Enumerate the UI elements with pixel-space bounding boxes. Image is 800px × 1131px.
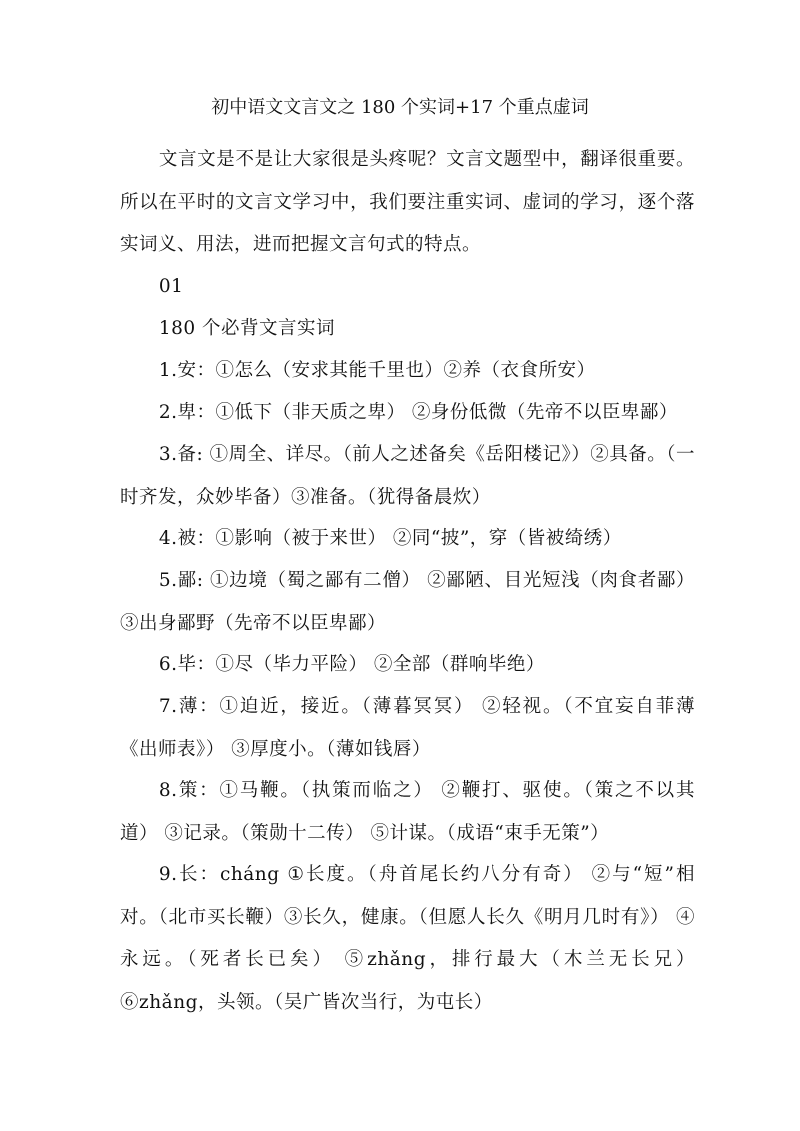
document-title: 初中语文文言文之 180 个实词+17 个重点虚词 — [211, 97, 589, 118]
entry-paragraph: 1.安：①怎么（安求其能千里也）②养（衣食所安） — [158, 360, 596, 381]
entry-paragraph: 2.卑：①低下（非天质之卑） ②身份低微（先帝不以臣卑鄙） — [158, 402, 678, 423]
entry-paragraph: 9.长：cháng ①长度。（舟首尾长约八分有奇） ②与“短”相对。（北市买长鞭）③长久，健康。（但愿人长久《明月几时有》） ④永远。（死者长已矣） ⑤zhǎng，排行最大（木兰无长兄）⑥zhǎng，头领。（吴广皆次当行，为屯长） — [120, 864, 695, 1013]
entry-paragraph: 6.毕：①尽（毕力平险） ②全部（群响毕绝） — [158, 654, 545, 675]
entry-paragraph: 7.薄：①迫近，接近。（薄暮冥冥） ②轻视。（不宜妄自菲薄《出师表》） ③厚度小。（薄如钱唇） — [120, 696, 695, 760]
section-number: 01 — [158, 276, 184, 297]
entry-paragraph: 4.被：①影响（被于来世） ②同“披”，穿（皆被绮绣） — [158, 528, 622, 549]
intro-paragraph: 文言文是不是让大家很是头疼呢？文言文题型中，翻译很重要。所以在平时的文言文学习中，我们要注重实词、虚词的学习，逐个落实词义、用法，进而把握文言句式的特点。 — [120, 149, 695, 255]
entry-paragraph: 3.备: ①周全、详尽。（前人之述备矣《岳阳楼记》）②具备。（一时齐发，众妙毕备）③准备。（犹得备晨炊） — [120, 444, 695, 508]
section-title: 180 个必背文言实词 — [158, 318, 336, 339]
entry-paragraph: 8.策：①马鞭。（执策而临之） ②鞭打、驱使。（策之不以其道） ③记录。（策勋十二传） ⑤计谋。（成语“束手无策”） — [120, 780, 695, 844]
entry-paragraph: 5.鄙: ①边境（蜀之鄙有二僧） ②鄙陋、目光短浅（肉食者鄙）③出身鄙野（先帝不以臣卑鄙） — [120, 570, 695, 634]
